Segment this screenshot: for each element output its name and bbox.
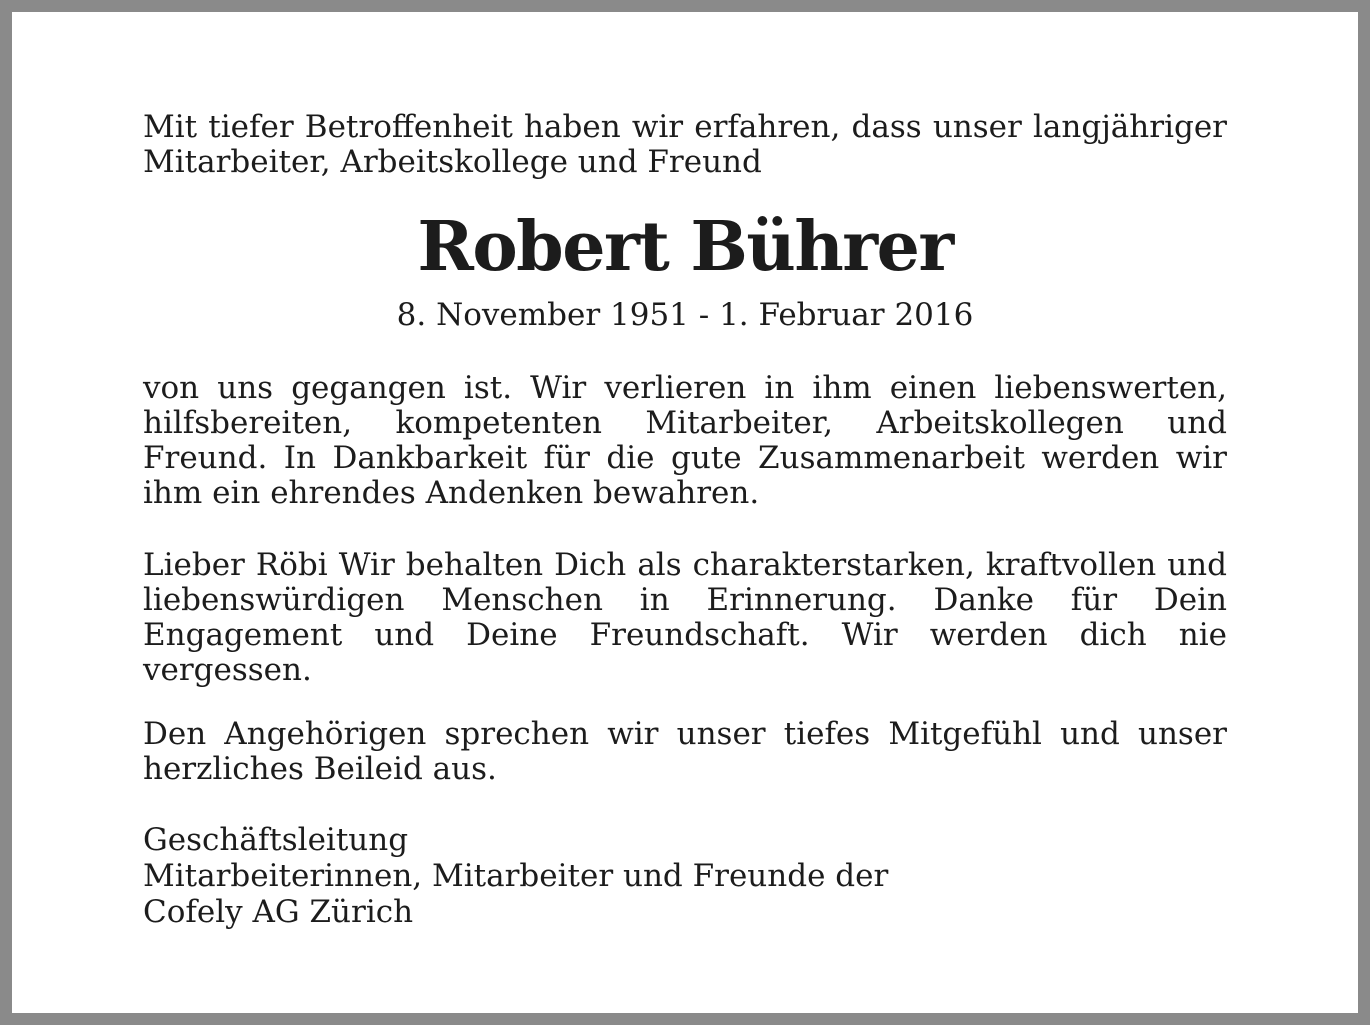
paragraph-tribute: von uns gegangen ist. Wir verlieren in ihm einen liebenswerten, hilfsbereiten, kompetenten Mitarbeiter, Arbeitskollegen und Freund. In Dankbarkeit für die gute Zusammenarbeit werden wir ihm ein ehrendes Andenken bewahren. [143, 370, 1227, 511]
obituary-content [143, 110, 1227, 930]
signature-line: Cofely AG Zürich [143, 894, 414, 930]
life-dates: 8. November 1951 - 1. Februar 2016 [396, 297, 974, 333]
signature-line: Geschäftsleitung [143, 822, 409, 858]
obituary-page [12, 12, 1358, 1013]
paragraph-condolence: Den Angehörigen sprechen wir unser tiefes Mitgefühl und unser herzliches Beileid aus. [143, 716, 1227, 787]
paragraph-personal: Lieber Röbi Wir behalten Dich als charakterstarken, kraftvollen und liebenswürdigen Menschen in Erinnerung. Danke für Dein Engagement und Deine Freundschaft. Wir werden dich nie vergessen. [143, 547, 1227, 688]
intro-text: Mit tiefer Betroffenheit haben wir erfahren, dass unser langjähriger Mitarbeiter, Arbeitskollege und Freund [143, 109, 1227, 180]
deceased-name: Robert Bührer [417, 207, 953, 287]
signature-block [143, 822, 1227, 930]
signature-line: Mitarbeiterinnen, Mitarbeiter und Freunde der [143, 858, 889, 894]
